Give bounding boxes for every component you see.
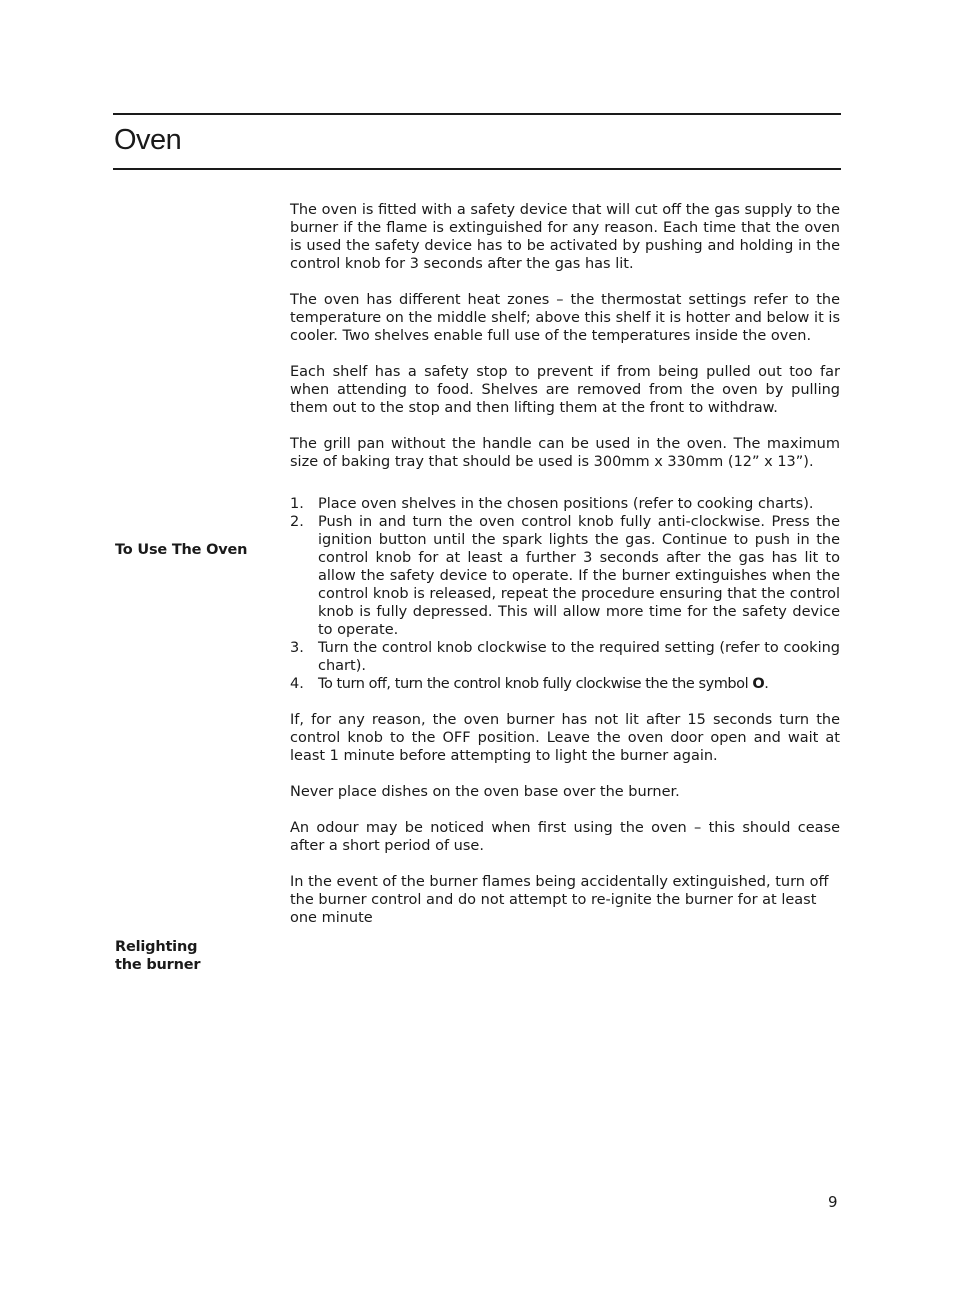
header-rule-top <box>113 113 841 115</box>
step-number: 2. <box>290 514 304 530</box>
step-text: Place oven shelves in the chosen positions (refer to cooking charts). <box>318 496 814 512</box>
step-text: To turn off, turn the control knob fully clockwise the the symbol <box>318 676 753 692</box>
step-number: 4. <box>290 676 304 692</box>
header-rule-bottom <box>113 168 841 170</box>
step-number: 1. <box>290 496 304 512</box>
list-item <box>290 639 840 675</box>
note-paragraph-2: Never place dishes on the oven base over the burner. <box>290 784 680 800</box>
step-number: 3. <box>290 640 304 656</box>
step-text: Turn the control knob clockwise to the required setting (refer to cooking chart). <box>318 640 840 674</box>
page-number: 9 <box>828 1193 838 1211</box>
intro-paragraph-4: The grill pan without the handle can be used in the oven. The maximum size of baking tray that should be used is 300mm x 330mm (12” x 13”). <box>290 436 840 470</box>
relighting-heading-line2: the burner <box>115 957 201 973</box>
section-heading-relighting <box>115 938 275 974</box>
intro-paragraph-3: Each shelf has a safety stop to prevent if from being pulled out too far when attending to food. Shelves are removed from the oven by pulling them out to the stop and then lifting them at the front to withdraw. <box>290 364 840 416</box>
note-paragraph-3: An odour may be noticed when first using the oven – this should cease after a short period of use. <box>290 820 840 854</box>
relighting-heading-line1: Relighting <box>115 939 198 955</box>
page-title: Oven <box>114 124 182 156</box>
list-item <box>290 513 840 639</box>
step-text-container <box>318 675 840 693</box>
step-text: Push in and turn the oven control knob fully anti-clockwise. Press the ignition button until the spark lights the gas. Continue to push in the control knob for at least a further 3 seconds after the gas has lit to allow the safety device to operate. If the burner extinguishes when the control knob is released, repeat the procedure ensuring that the control knob is fully depressed. This will allow more time for the safety device to operate. <box>318 514 840 638</box>
intro-paragraph-1: The oven is fitted with a safety device that will cut off the gas supply to the burner if the flame is extinguished for any reason. Each time that the oven is used the safety device has to be activated by pushing and holding in the control knob for 3 seconds after the gas has lit. <box>290 202 840 272</box>
list-item <box>290 495 840 513</box>
section-heading-use-oven: To Use The Oven <box>115 542 248 558</box>
relighting-paragraph: In the event of the burner flames being accidentally extinguished, turn off the burner control and do not attempt to re-ignite the burner for at least one minute <box>290 874 829 926</box>
use-oven-steps <box>290 495 840 693</box>
off-symbol: O <box>752 676 765 692</box>
body-column <box>290 201 840 945</box>
step-text-end: . <box>764 676 769 692</box>
note-paragraph-1: If, for any reason, the oven burner has not lit after 15 seconds turn the control knob to the OFF position. Leave the oven door open and wait at least 1 minute before attempting to light the burner again. <box>290 712 840 764</box>
list-item <box>290 675 840 693</box>
intro-paragraph-2: The oven has different heat zones – the thermostat settings refer to the temperature on the middle shelf; above this shelf it is hotter and below it is cooler. Two shelves enable full use of the temperatures inside the oven. <box>290 292 840 344</box>
